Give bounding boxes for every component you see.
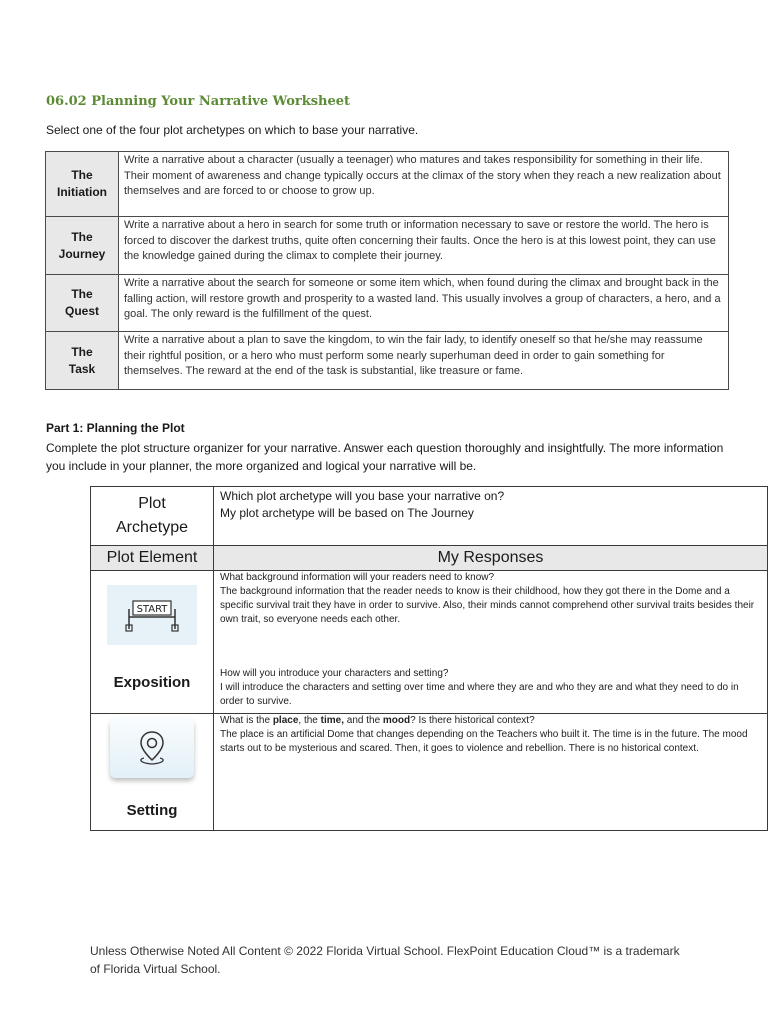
archetype-question: Which plot archetype will you base your narrative on?	[220, 489, 505, 503]
setting-answer[interactable]: The place is an artificial Dome that changes depending on the Teachers who built it. The time is in the future. The mood starts out to be mysterious and scared. Then, it goes to violence and rebellion. There is no historical context.	[220, 729, 748, 754]
header-plot-element-label: Plot Element	[106, 549, 198, 566]
exposition-block-1	[214, 571, 767, 667]
table-row	[46, 152, 729, 217]
archetype-description: Write a narrative about the search for someone or some item which, when found during the climax and brought back in the falling action, will restore growth and prosperity to a wasted land. This usually involves a group of characters, a hero, and a goal. The only reward is the fulfillment of the quest.	[119, 275, 729, 332]
archetype-answer[interactable]: My plot archetype will be based on The Journey	[220, 506, 474, 520]
archetype-description: Write a narrative about a character (usually a teenager) who matures and takes responsibility for something in their life. Their moment of awareness and change typically occurs at the climax of the story when they reach a new realization about themselves and are forced to or choose to grow up.	[119, 152, 729, 217]
archetype-name-line: The	[71, 287, 93, 301]
archetype-name-line: Initiation	[57, 185, 107, 199]
page-title: 06.02 Planning Your Narrative Worksheet	[46, 94, 351, 109]
setting-question-text: What is the	[220, 715, 273, 726]
exposition-block-2	[214, 667, 767, 709]
setting-question-mood: mood	[382, 715, 411, 726]
exposition-answer-2[interactable]: I will introduce the characters and setting over time and where they are and who they are and what they need to do in order to survive.	[220, 682, 739, 707]
archetype-description: Write a narrative about a hero in search for some truth or information necessary to save or restore the world. The hero is forced to discover the darkest truths, quite often concerning their faults. Once the hero is at this lowest point, they can use the knowledge gained during the climax to complete their journey.	[119, 217, 729, 275]
organizer-header-row	[91, 546, 768, 571]
setting-question-text: ? Is there historical context?	[410, 715, 535, 726]
setting-block	[214, 714, 767, 756]
archetype-name	[46, 217, 119, 275]
location-pin-icon	[110, 718, 194, 778]
exposition-responses[interactable]	[214, 571, 768, 714]
start-icon-text: START	[136, 604, 168, 615]
setting-cell	[91, 714, 214, 831]
exposition-question-1: What background information will your readers need to know?	[220, 572, 495, 583]
exposition-question-2: How will you introduce your characters and setting?	[220, 668, 449, 679]
part-description: Complete the plot structure organizer for your narrative. Answer each question thoroughly and insightfully. The more information you include in your planner, the more organized and logical your narrative will be.	[46, 441, 724, 473]
archetype-label-line: Plot	[138, 495, 166, 512]
archetype-name	[46, 332, 119, 390]
archetype-name-line: The	[71, 168, 93, 182]
setting-label: Setting	[126, 802, 178, 819]
setting-question	[220, 714, 761, 728]
archetype-name-line: Quest	[64, 304, 99, 318]
archetype-name	[46, 275, 119, 332]
header-my-responses-label: My Responses	[437, 549, 544, 566]
archetype-description: Write a narrative about a plan to save the kingdom, to win the fair lady, to identify oneself so that he/she may reassume their rightful position, or a hero who must perform some nearly superhuman deed in order to gain something for themselves. The reward at the end of the task is substantial, like treasure or fame.	[119, 332, 729, 390]
plot-organizer-table	[90, 486, 768, 831]
setting-question-text: and the	[343, 715, 383, 726]
setting-row	[91, 714, 768, 831]
archetype-name-line: Task	[68, 361, 96, 376]
archetype-name-line: The	[71, 344, 93, 359]
table-row	[46, 217, 729, 275]
header-plot-element	[91, 546, 214, 571]
archetype-label	[91, 487, 214, 546]
archetype-label-line: Archetype	[115, 519, 189, 536]
setting-question-text: , the	[298, 715, 321, 726]
exposition-cell	[91, 571, 214, 714]
intro-text: Select one of the four plot archetypes on which to base your narrative.	[46, 123, 419, 137]
footer-copyright: Unless Otherwise Noted All Content © 2022 Florida Virtual School. FlexPoint Education Cloud™ is a trademark of Florida Virtual School.	[90, 944, 680, 976]
part-heading: Part 1: Planning the Plot	[46, 421, 185, 435]
archetype-name-line: Journey	[58, 246, 106, 261]
archetype-table	[45, 151, 729, 390]
archetype-name	[46, 152, 119, 217]
setting-question-time: time,	[320, 715, 344, 726]
archetype-row	[91, 487, 768, 546]
setting-question-place: place	[272, 715, 299, 726]
archetype-response[interactable]	[214, 487, 768, 546]
exposition-answer-1[interactable]: The background information that the reader needs to know is their childhood, how they got there in the Dome and a specific survival trait they have in order to survive. Also, their minds cannot comprehend other survival traits besides their own trait, so everyone needs each other.	[220, 586, 755, 625]
start-icon	[107, 585, 197, 645]
table-row	[46, 275, 729, 332]
header-my-responses	[214, 546, 768, 571]
archetype-name-line: The	[71, 229, 93, 244]
exposition-row	[91, 571, 768, 714]
table-row	[46, 332, 729, 390]
setting-responses[interactable]	[214, 714, 768, 831]
exposition-label: Exposition	[113, 674, 191, 691]
